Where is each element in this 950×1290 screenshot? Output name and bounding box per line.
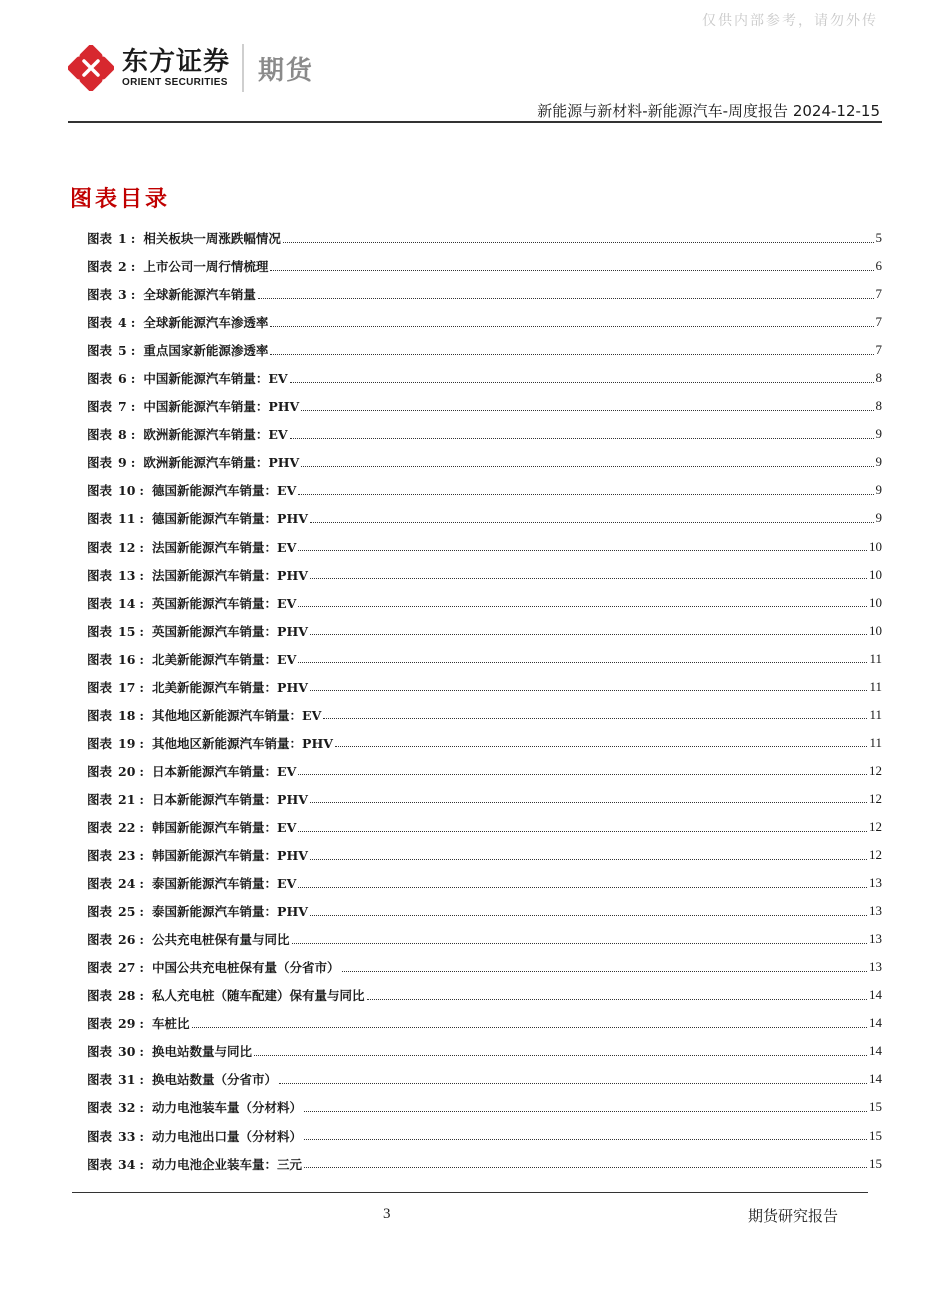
orient-logo-icon	[68, 45, 114, 91]
toc-entry-label: 图表 25 :	[87, 904, 145, 920]
toc-entry-label: 图表 7 :	[87, 399, 136, 415]
toc-entry-page: 9	[875, 482, 882, 498]
toc-entry-page: 13	[869, 875, 882, 891]
page-number: 3	[383, 1206, 391, 1222]
toc-entry-page: 11	[869, 650, 882, 666]
toc-leader-dots	[254, 1055, 867, 1056]
toc-leader-dots	[301, 410, 873, 411]
toc-entry[interactable]	[87, 757, 882, 785]
toc-entry-label: 图表 5 :	[87, 343, 136, 359]
toc-entry[interactable]	[87, 813, 882, 841]
toc-entry-label: 图表 24 :	[87, 876, 145, 892]
toc-entry-title: 其他地区新能源汽车销量：EV	[152, 707, 322, 723]
toc-leader-dots	[323, 718, 867, 719]
toc-entry-label: 图表 17 :	[87, 679, 145, 695]
logo-divider	[242, 44, 244, 92]
toc-entry-label: 图表 16 :	[87, 651, 145, 667]
toc-entry-page: 12	[869, 762, 882, 778]
toc-entry-title: 德国新能源汽车销量：EV	[152, 483, 297, 499]
toc-entry-title: 重点国家新能源渗透率	[143, 343, 269, 359]
toc-entry-label: 图表 14 :	[87, 595, 145, 611]
toc-entry-label: 图表 4 :	[87, 315, 136, 331]
toc-entry-page: 7	[875, 314, 882, 330]
toc-entry[interactable]	[87, 476, 882, 504]
toc-entry[interactable]	[87, 785, 882, 813]
toc-leader-dots	[310, 915, 867, 916]
toc-leader-dots	[310, 802, 867, 803]
toc-leader-dots	[298, 831, 867, 832]
toc-leader-dots	[258, 298, 874, 299]
toc-entry[interactable]	[87, 336, 882, 364]
toc-entry-label: 图表 6 :	[87, 371, 136, 387]
toc-entry[interactable]	[87, 504, 882, 532]
company-logo	[68, 40, 314, 96]
toc-entry-title: 动力电池出口量（分材料）	[152, 1128, 303, 1144]
report-title: 新能源与新材料-新能源汽车-周度报告 2024-12-15	[537, 102, 880, 120]
footer-label: 期货研究报告	[747, 1207, 838, 1225]
toc-leader-dots	[192, 1027, 867, 1028]
footer-divider	[72, 1192, 868, 1193]
toc-entry-page: 15	[869, 1099, 882, 1115]
toc-entry-title: 换电站数量与同比	[152, 1044, 253, 1060]
toc-entry-page: 8	[875, 370, 882, 386]
toc-entry[interactable]	[87, 448, 882, 476]
toc-leader-dots	[279, 1083, 867, 1084]
toc-entry-label: 图表 18 :	[87, 707, 145, 723]
toc-entry-title: 北美新能源汽车销量：PHV	[152, 679, 308, 695]
toc-entry-label: 图表 33 :	[87, 1128, 145, 1144]
toc-entry-title: 德国新能源汽车销量：PHV	[152, 511, 308, 527]
toc-entry-page: 11	[869, 678, 882, 694]
toc-entry-page: 9	[875, 454, 882, 470]
toc-entry-label: 图表 31 :	[87, 1072, 145, 1088]
toc-entry-label: 图表 13 :	[87, 567, 145, 583]
toc-entry[interactable]	[87, 1009, 882, 1037]
toc-entry[interactable]	[87, 1037, 882, 1065]
toc-entry-page: 12	[869, 790, 882, 806]
toc-leader-dots	[298, 774, 867, 775]
toc-leader-dots	[270, 270, 873, 271]
toc-entry-title: 中国新能源汽车销量：EV	[143, 371, 288, 387]
toc-entry[interactable]	[87, 701, 882, 729]
toc-entry[interactable]	[87, 392, 882, 420]
toc-leader-dots	[298, 662, 867, 663]
toc-entry-page: 14	[869, 1043, 882, 1059]
toc-entry-page: 14	[869, 1015, 882, 1031]
toc-entry-title: 北美新能源汽车销量：EV	[152, 651, 297, 667]
toc-leader-dots	[310, 634, 867, 635]
toc-entry-page: 9	[875, 510, 882, 526]
toc-entry[interactable]	[87, 364, 882, 392]
toc-entry-label: 图表 15 :	[87, 623, 145, 639]
toc-entry-page: 10	[869, 594, 882, 610]
toc-entry[interactable]	[87, 280, 882, 308]
toc-entry-title: 英国新能源汽车销量：EV	[152, 595, 297, 611]
toc-entry-label: 图表 8 :	[87, 427, 136, 443]
toc-entry[interactable]	[87, 533, 882, 561]
toc-leader-dots	[335, 746, 868, 747]
toc-entry-page: 13	[869, 959, 882, 975]
toc-entry-label: 图表 32 :	[87, 1100, 145, 1116]
toc-leader-dots	[304, 1139, 867, 1140]
toc-entry-page: 8	[875, 398, 882, 414]
toc-entry-page: 13	[869, 931, 882, 947]
toc-leader-dots	[301, 466, 873, 467]
toc-entry-title: 动力电池企业装车量：三元	[152, 1156, 303, 1172]
toc-entry-page: 7	[875, 342, 882, 358]
toc-leader-dots	[298, 887, 867, 888]
toc-entry-title: 中国公共充电桩保有量（分省市）	[152, 960, 340, 976]
toc-entry-page: 10	[869, 538, 882, 554]
toc-entry-title: 中国新能源汽车销量：PHV	[143, 399, 300, 415]
toc-entry-title: 车桩比	[152, 1016, 190, 1032]
toc-entry[interactable]	[87, 645, 882, 673]
toc-leader-dots	[304, 1167, 867, 1168]
toc-entry-title: 相关板块一周涨跌幅情况	[143, 231, 281, 247]
toc-entry[interactable]	[87, 561, 882, 589]
toc-entry[interactable]	[87, 252, 882, 280]
toc-entry-page: 15	[869, 1127, 882, 1143]
toc-entry-page: 14	[869, 1071, 882, 1087]
toc-entry-label: 图表 27 :	[87, 960, 145, 976]
toc-leader-dots	[270, 326, 873, 327]
toc-entry-title: 欧洲新能源汽车销量：PHV	[143, 455, 300, 471]
toc-entry-title: 法国新能源汽车销量：PHV	[152, 567, 308, 583]
toc-entry-label: 图表 29 :	[87, 1016, 145, 1032]
toc-entry-title: 全球新能源汽车渗透率	[143, 315, 269, 331]
toc-entry-title: 上市公司一周行情梳理	[143, 259, 269, 275]
toc-entry-label: 图表 34 :	[87, 1156, 145, 1172]
toc-entry-label: 图表 12 :	[87, 539, 145, 555]
toc-entry-page: 9	[875, 426, 882, 442]
logo-futures-text: 期货	[258, 55, 315, 86]
toc-leader-dots	[270, 354, 873, 355]
toc-entry-label: 图表 23 :	[87, 848, 145, 864]
toc-leader-dots	[367, 999, 867, 1000]
toc-entry-page: 13	[869, 903, 882, 919]
toc-heading: 图表目录	[70, 186, 171, 212]
header-divider	[68, 121, 882, 123]
toc-entry-title: 法国新能源汽车销量：EV	[152, 539, 297, 555]
toc-leader-dots	[292, 943, 867, 944]
toc-entry[interactable]	[87, 420, 882, 448]
toc-entry[interactable]	[87, 869, 882, 897]
toc-entry-title: 全球新能源汽车销量	[143, 287, 256, 303]
toc-entry-label: 图表 20 :	[87, 763, 145, 779]
toc-entry-page: 7	[875, 286, 882, 302]
toc-entry-title: 欧洲新能源汽车销量：EV	[143, 427, 288, 443]
toc-entry-title: 泰国新能源汽车销量：PHV	[152, 904, 308, 920]
toc-entry[interactable]	[87, 1150, 882, 1178]
toc-entry-page: 10	[869, 622, 882, 638]
toc-entry-label: 图表 26 :	[87, 932, 145, 948]
toc-entry-page: 10	[869, 566, 882, 582]
toc-entry-label: 图表 22 :	[87, 820, 145, 835]
toc-entry-page: 5	[875, 230, 882, 246]
toc-entry-title: 日本新能源汽车销量：EV	[152, 763, 297, 779]
toc-leader-dots	[298, 550, 867, 551]
toc-leader-dots	[310, 690, 868, 691]
toc-leader-dots	[290, 438, 874, 439]
toc-entry[interactable]	[87, 673, 882, 701]
toc-leader-dots	[310, 578, 867, 579]
toc-entry[interactable]	[87, 981, 882, 1009]
toc-entry[interactable]	[87, 925, 882, 953]
toc-entry-title: 私人充电桩（随车配建）保有量与同比	[152, 988, 365, 1004]
toc-entry-title: 动力电池装车量（分材料）	[152, 1100, 303, 1116]
toc-leader-dots	[310, 522, 874, 523]
toc-entry[interactable]	[87, 1122, 882, 1150]
toc-leader-dots	[310, 859, 867, 860]
toc-entry[interactable]	[87, 953, 882, 981]
toc-entry-title: 换电站数量（分省市）	[152, 1072, 278, 1088]
toc-entry-title: 韩国新能源汽车销量：PHV	[152, 848, 308, 864]
toc-entry-label: 图表 10 :	[87, 483, 145, 499]
toc-entry-label: 图表 1 :	[87, 231, 136, 247]
toc-leader-dots	[342, 971, 867, 972]
toc-entry[interactable]	[87, 1093, 882, 1121]
toc-entry-label: 图表 19 :	[87, 735, 145, 751]
toc-entry[interactable]	[87, 1065, 882, 1093]
toc-leader-dots	[298, 606, 867, 607]
toc-entry[interactable]	[87, 841, 882, 869]
toc-entry[interactable]	[87, 729, 882, 757]
logo-en-text: ORIENT SECURITIES	[122, 77, 228, 88]
toc-entry[interactable]	[87, 589, 882, 617]
toc-entry-page: 11	[869, 706, 882, 722]
toc-entry-title: 其他地区新能源汽车销量：PHV	[152, 735, 333, 751]
toc-entry-label: 图表 30 :	[87, 1044, 145, 1060]
toc-entry-label: 图表 9 :	[87, 455, 136, 471]
toc-entry-page: 6	[875, 258, 882, 274]
toc-leader-dots	[304, 1111, 867, 1112]
toc-entry-title: 公共充电桩保有量与同比	[152, 932, 290, 948]
toc-entry-label: 图表 28 :	[87, 988, 145, 1004]
logo-cn-text: 东方证券	[122, 47, 231, 77]
toc-leader-dots	[283, 242, 874, 243]
toc-entry[interactable]	[87, 897, 882, 925]
toc-entry-page: 11	[869, 734, 882, 750]
toc-entry[interactable]	[87, 617, 882, 645]
toc-entry-page: 14	[869, 987, 882, 1003]
toc-entry-page: 12	[869, 847, 882, 863]
toc-list	[87, 224, 882, 1178]
toc-entry-label: 图表 11 :	[87, 511, 145, 527]
toc-entry-title: 泰国新能源汽车销量：EV	[152, 876, 297, 892]
toc-entry-title: 日本新能源汽车销量：PHV	[152, 791, 308, 807]
toc-leader-dots	[290, 382, 874, 383]
toc-entry[interactable]	[87, 308, 882, 336]
watermark: 仅供内部参考，请勿外传	[702, 13, 878, 29]
toc-entry-page: 12	[869, 819, 882, 834]
toc-entry[interactable]	[87, 224, 882, 252]
toc-entry-label: 图表 21 :	[87, 791, 145, 807]
toc-entry-label: 图表 2 :	[87, 259, 136, 275]
toc-entry-page: 15	[869, 1155, 882, 1171]
toc-entry-label: 图表 3 :	[87, 287, 136, 303]
toc-leader-dots	[298, 494, 873, 495]
toc-entry-title: 英国新能源汽车销量：PHV	[152, 623, 308, 639]
toc-entry-title: 韩国新能源汽车销量：EV	[152, 820, 297, 835]
